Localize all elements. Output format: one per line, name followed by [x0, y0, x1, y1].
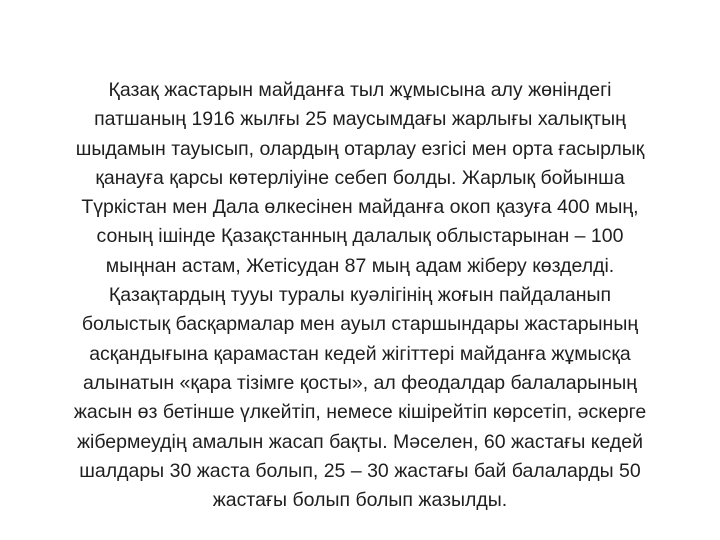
- text-line-7: мыңнан астам, Жетісудан 87 мың адам жіберу көзделді.: [105, 254, 615, 277]
- text-line-1: Қазақ жастарын майданға тыл жұмысына алу жөніндегі: [108, 79, 612, 101]
- text-line-9: болыстық басқармалар мен ауыл старшындары жастарының: [81, 313, 639, 336]
- text-line-14: шалдары 30 жаста болып, 25 – 30 жастағы бай балаларды 50: [79, 459, 641, 482]
- text-line-6: соның ішінде Қазақстанның далалық облыстарынан – 100: [96, 225, 624, 248]
- text-line-13: жібермеудің амалын жасап бақты. Мәселен, 60 жастағы кедей: [76, 430, 644, 453]
- body-text: [50, 76, 670, 515]
- text-line-4: қанауға қарсы көтерліуіне себеп болды. Жарлық бойынша: [95, 166, 625, 189]
- text-line-2: патшаның 1916 жылғы 25 маусымдағы жарлығы халықтың: [94, 108, 626, 131]
- text-line-3: шыдамын тауысып, олардың отарлау езгісі мен орта ғасырлық: [75, 137, 645, 160]
- text-line-10: асқандығына қарамастан кедей жігіттері майданға жұмысқа: [89, 342, 631, 365]
- text-line-11: алынатын «қара тізімге қосты», ал феодалдар балаларының: [83, 371, 637, 394]
- text-line-15: жастағы болып болып жазылды.: [212, 489, 508, 512]
- text-line-8: Қазақтардың тууы туралы куәлігінің жоғын пайдаланып: [108, 284, 612, 307]
- text-line-12: жасын өз бетінше үлкейтіп, немесе кішірейтіп көрсетіп, әскерге: [73, 401, 647, 424]
- text-line-5: Түркістан мен Дала өлкесінен майданға окоп қазуға 400 мың,: [81, 196, 639, 219]
